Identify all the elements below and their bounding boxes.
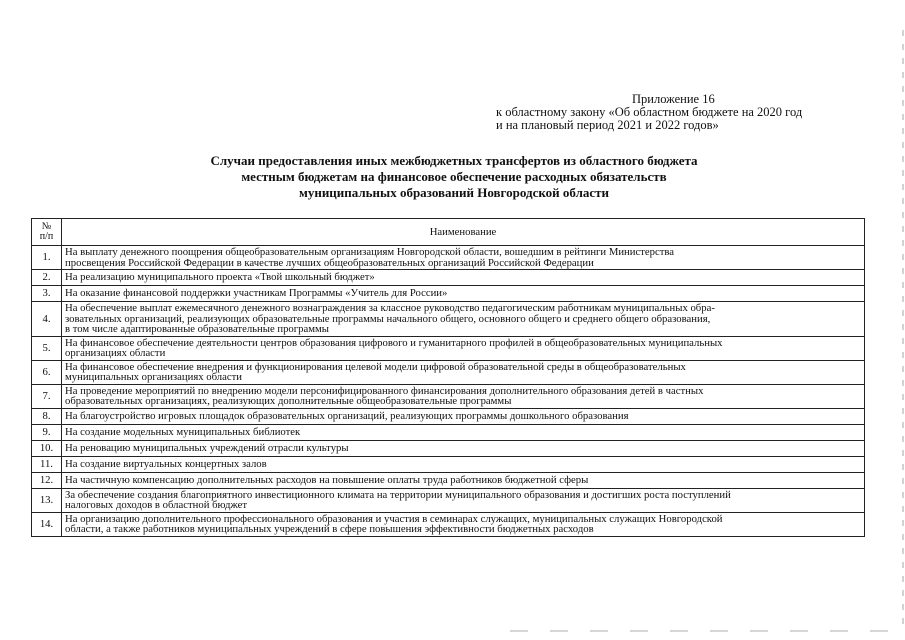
row-name-line: области, а также работников муниципальных учреждений в сфере повышения эффективности бюджетных расходов [65, 523, 594, 535]
appendix-line-2: и на плановый период 2021 и 2022 годов» [496, 118, 719, 132]
row-name-line: На оказание финансовой поддержки участникам Программы «Учитель для России» [65, 287, 448, 300]
row-number: 3. [32, 286, 62, 302]
table-row [32, 408, 865, 424]
table-row [32, 270, 865, 286]
row-number: 1. [32, 246, 62, 270]
column-header-number-line1: № [41, 221, 52, 232]
row-name [62, 512, 865, 536]
table-row [32, 302, 865, 337]
table-row [32, 286, 865, 302]
title-line: Случаи предоставления иных межбюджетных трансфертов из областного бюджета [210, 153, 698, 168]
row-name-line: зовательных организаций, реализующих образовательные программы начального общего, основного общего и среднего общего образования, [65, 312, 711, 325]
row-name-line: На финансовое обеспечение деятельности центров образования цифрового и гуманитарного профилей в общеобразовательных муниципальных [65, 336, 723, 349]
table-row [32, 246, 865, 270]
row-name-line: образовательных организациях, реализующих дополнительные общеобразовательные программы [65, 395, 512, 407]
row-name [62, 424, 865, 440]
row-name [62, 472, 865, 488]
table-body [32, 246, 865, 537]
table-row [32, 456, 865, 472]
row-name-line: На благоустройство игровых площадок образовательных организаций, реализующих программы дошкольного образования [65, 409, 629, 422]
row-number: 6. [32, 360, 62, 384]
row-number: 8. [32, 408, 62, 424]
row-name-line: На создание модельных муниципальных библиотек [65, 425, 301, 438]
appendix-line-1: к областному закону «Об областном бюджете на 2020 год [496, 105, 803, 119]
row-name [62, 488, 865, 512]
row-name [62, 360, 865, 384]
row-number: 9. [32, 424, 62, 440]
row-name-line: в том числе адаптированные образовательные программы [65, 323, 329, 335]
row-name-line: просвещения Российской Федерации в качестве лучших общеобразовательных организаций Российской Федерации [65, 256, 594, 269]
table-row [32, 440, 865, 456]
row-number: 4. [32, 302, 62, 337]
table-row [32, 384, 865, 408]
row-name-line: налоговых доходов в областной бюджет [65, 499, 248, 511]
scan-artifact-bottom [510, 630, 890, 632]
row-name-line: На финансовое обеспечение внедрения и функционирования целевой модели цифровой образовательной среды в общеобразовательных [65, 360, 686, 373]
table-row [32, 424, 865, 440]
row-name [62, 440, 865, 456]
title-line: местным бюджетам на финансовое обеспечение расходных обязательств [241, 169, 667, 184]
transfers-table [31, 218, 865, 537]
row-name-line: На создание виртуальных концертных залов [65, 457, 267, 470]
table-row [32, 336, 865, 360]
row-name [62, 302, 865, 337]
column-header-number-line2: п/п [39, 231, 54, 242]
row-number: 14. [32, 512, 62, 536]
row-name [62, 270, 865, 286]
row-name-line: На проведение мероприятий по внедрению модели персонифицированного финансирования дополнительного образования детей в частных [65, 384, 704, 397]
table-row [32, 360, 865, 384]
table-header-row [32, 219, 865, 246]
table-row [32, 488, 865, 512]
row-name [62, 336, 865, 360]
row-name [62, 384, 865, 408]
row-name [62, 286, 865, 302]
row-name-line: На реновацию муниципальных учреждений отрасли культуры [65, 441, 349, 454]
row-number: 12. [32, 472, 62, 488]
appendix-header [496, 93, 802, 132]
row-name-line: На выплату денежного поощрения общеобразовательным организациям Новгородской области, вошедшим в рейтинги Министерства [65, 246, 675, 258]
row-number: 7. [32, 384, 62, 408]
row-number: 2. [32, 270, 62, 286]
row-number: 10. [32, 440, 62, 456]
row-name [62, 456, 865, 472]
row-number: 13. [32, 488, 62, 512]
appendix-title: Приложение 16 [632, 92, 715, 106]
document-title [150, 153, 758, 201]
row-number: 11. [32, 456, 62, 472]
row-name-line: организациях области [65, 347, 166, 359]
row-name [62, 246, 865, 270]
column-header-name: Наименование [62, 219, 865, 246]
row-name [62, 408, 865, 424]
row-name-line: На организацию дополнительного профессионального образования и участия в семинарах служащих, муниципальных служащих Новгородской [65, 512, 723, 525]
table-row [32, 472, 865, 488]
row-name-line: На обеспечение выплат ежемесячного денежного вознаграждения за классное руководство педагогическим работникам муниципальных обра- [65, 302, 715, 314]
scan-edge-right [902, 30, 904, 630]
title-line: муниципальных образований Новгородской области [298, 185, 610, 200]
column-header-number [32, 219, 62, 246]
row-name-line: За обеспечение создания благоприятного инвестиционного климата на территории муниципального образования и достигших роста поступлений [65, 488, 731, 501]
table-row [32, 512, 865, 536]
row-name-line: На частичную компенсацию дополнительных расходов на повышение оплаты труда работников бюджетной сферы [65, 473, 589, 486]
row-name-line: На реализацию муниципального проекта «Твой школьный бюджет» [65, 271, 375, 284]
row-number: 5. [32, 336, 62, 360]
row-name-line: муниципальных организациях области [65, 371, 242, 383]
